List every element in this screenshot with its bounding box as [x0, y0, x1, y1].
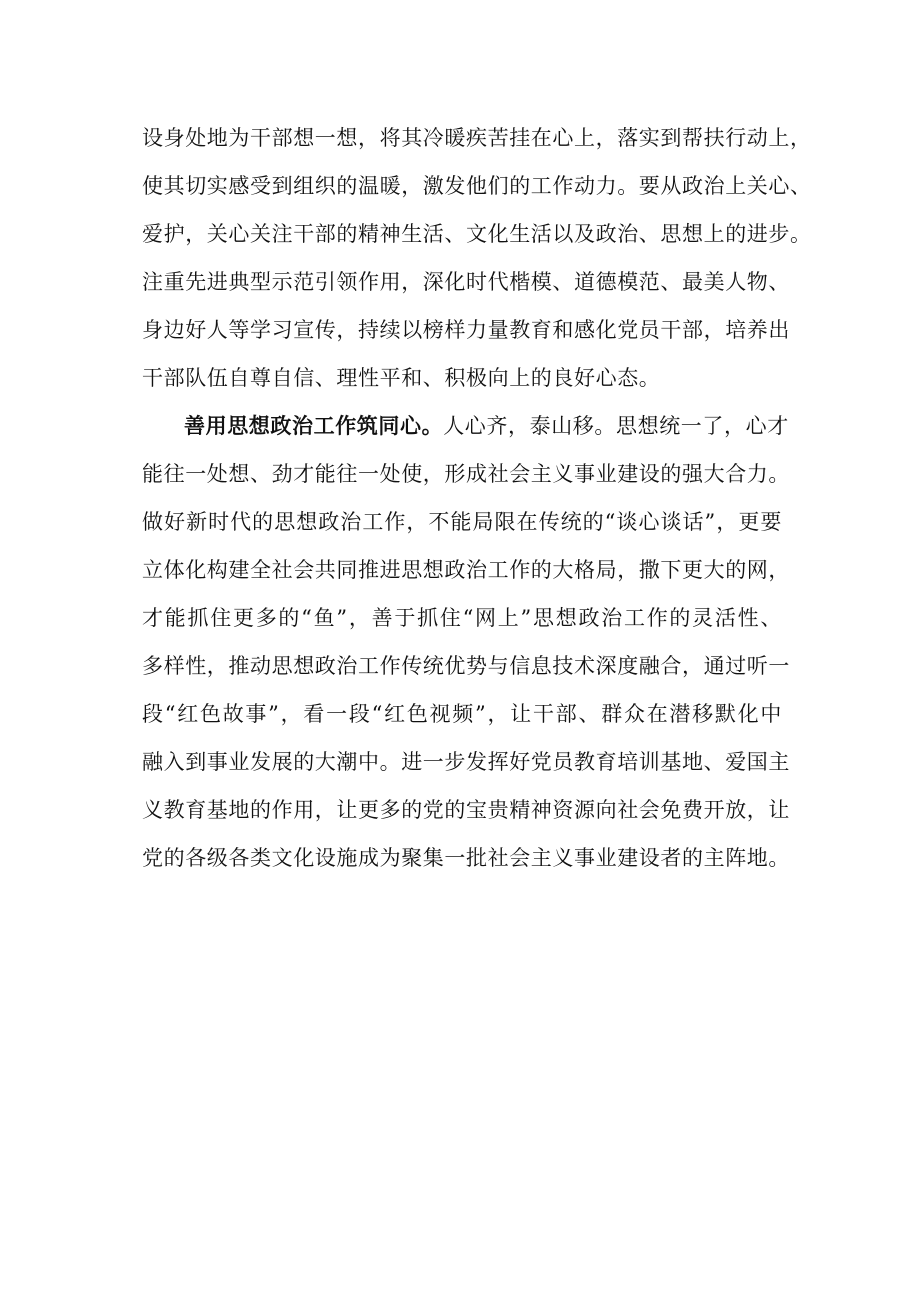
body-text [142, 114, 812, 882]
text-line: 党的各级各类文化设施成为聚集一批社会主义事业建设者的主阵地。 [142, 846, 790, 870]
text-line: 爱护，关心关注干部的精神生活、文化生活以及政治、思想上的进步。 [142, 222, 812, 246]
text-line [142, 402, 789, 450]
text-line: 多样性，推动思想政治工作传统优势与信息技术深度融合，通过听一 [142, 654, 790, 678]
paragraph-2 [142, 402, 790, 882]
text-line: 融入到事业发展的大潮中。进一步发挥好党员教育培训基地、爱国主 [142, 750, 790, 774]
text-line: 身边好人等学习宣传，持续以榜样力量教育和感化党员干部，培养出 [142, 318, 790, 342]
paragraph-1 [142, 114, 812, 402]
text-line: 能往一处想、劲才能往一处使，形成社会主义事业建设的强大合力。 [142, 462, 790, 486]
text-line: 做好新时代的思想政治工作，不能局限在传统的“谈心谈话”，更要 [142, 510, 782, 534]
text-line: 段“红色故事”，看一段“红色视频”，让干部、群众在潜移默化中 [142, 702, 782, 726]
text-line: 立体化构建全社会共同推进思想政治工作的大格局，撒下更大的网， [142, 558, 790, 582]
text-line: 干部队伍自尊自信、理性平和、积极向上的良好心态。 [142, 366, 661, 390]
text-line: 义教育基地的作用，让更多的党的宝贵精神资源向社会免费开放，让 [142, 798, 790, 822]
text-line: 才能抓住更多的“鱼”，善于抓住“网上”思想政治工作的灵活性、 [142, 606, 782, 630]
text-line: 使其切实感受到组织的温暖，激发他们的工作动力。要从政治上关心、 [142, 174, 812, 198]
paragraph-heading: 善用思想政治工作筑同心。 [184, 413, 444, 438]
text-fragment: 人心齐，泰山移。思想统一了，心才 [443, 414, 789, 438]
text-line: 设身处地为干部想一想，将其冷暖疾苦挂在心上，落实到帮扶行动上， [142, 126, 812, 150]
text-line: 注重先进典型示范引领作用，深化时代楷模、道德模范、最美人物、 [142, 270, 790, 294]
